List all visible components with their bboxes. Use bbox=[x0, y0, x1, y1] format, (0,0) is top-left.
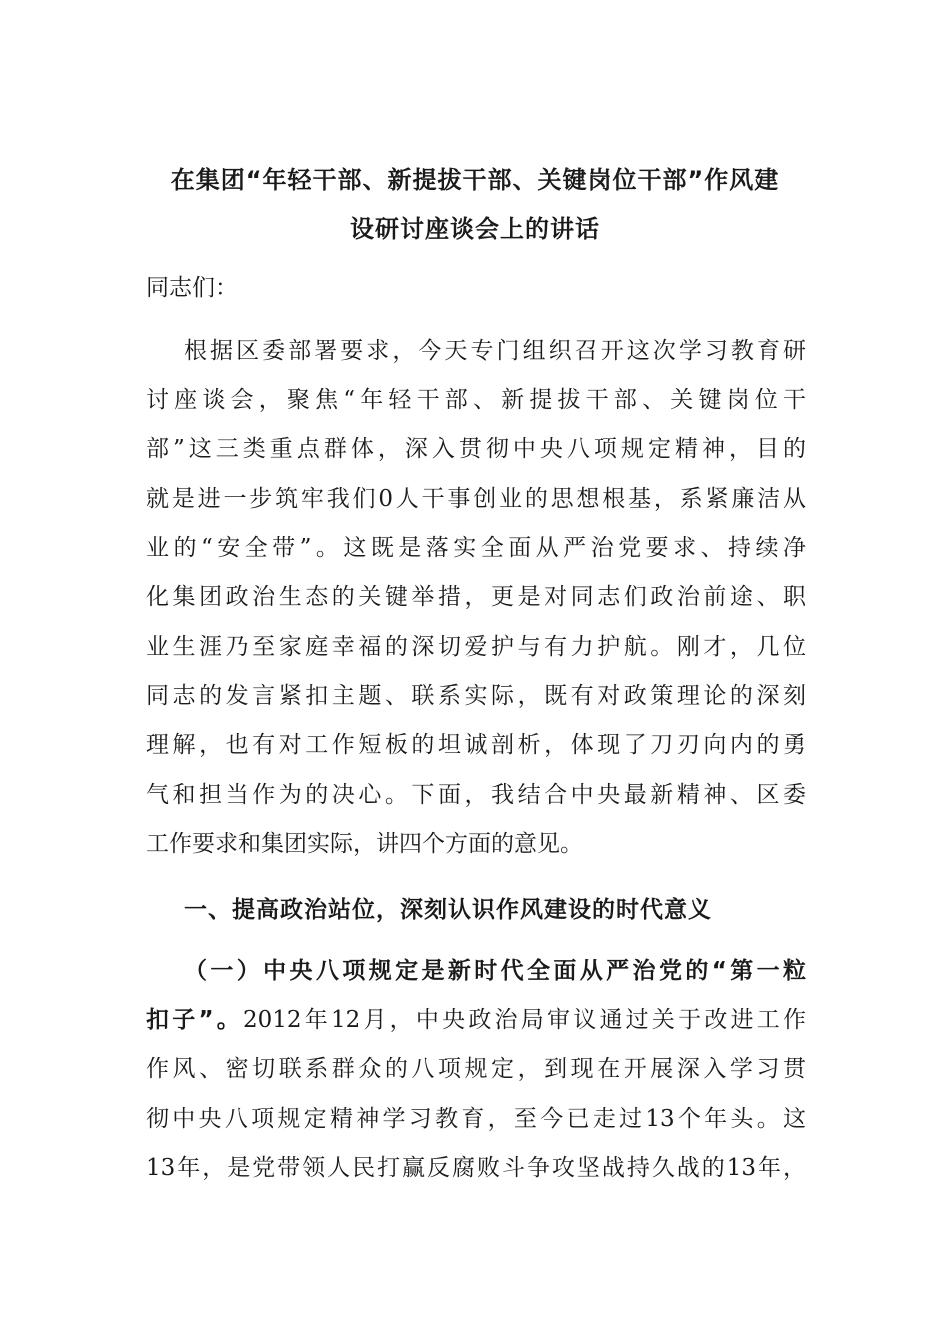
paragraph-line: 同志的发言紧扣主题、联系实际，既有对政策理论的深刻 bbox=[146, 683, 806, 709]
paragraph-line: 化集团政治生态的关键举措，更是对同志们政治前途、职 bbox=[146, 584, 806, 610]
paragraph-line: 根据区委部署要求，今天专门组织召开这次学习教育研 bbox=[184, 338, 806, 364]
paragraph-line: 部”这三类重点群体，深入贯彻中央八项规定精神，目的 bbox=[146, 436, 806, 462]
paragraph-line: 讨座谈会，聚焦“年轻干部、新提拔干部、关键岗位干 bbox=[146, 387, 806, 413]
subsection-heading-1: （一）中央八项规定是新时代全面从严治党的“第一粒 bbox=[184, 958, 806, 984]
paragraph-text: 2012年12月，中央政治局审议通过关于改进工作 bbox=[243, 1007, 806, 1033]
document-title-line-1: 在集团“年轻干部、新提拔干部、关键岗位干部”作风建 bbox=[170, 166, 780, 194]
paragraph-line: 就是进一步筑牢我们0人干事创业的思想根基，系紧廉洁从 bbox=[146, 486, 806, 512]
paragraph-line: 13年，是党带领人民打赢反腐败斗争攻坚战持久战的13年， bbox=[146, 1155, 806, 1181]
paragraph-line: 气和担当作为的决心。下面，我结合中央最新精神、区委 bbox=[146, 782, 806, 808]
paragraph-line: 工作要求和集团实际，讲四个方面的意见。 bbox=[146, 831, 583, 857]
paragraph-line: 业生涯乃至家庭幸福的深切爱护与有力护航。刚才，几位 bbox=[146, 634, 806, 660]
subsection-heading-1-end: 扣子”。 bbox=[146, 1007, 243, 1033]
paragraph-line: 彻中央八项规定精神学习教育，至今已走过13个年头。这 bbox=[146, 1106, 806, 1132]
paragraph-line: 作风、密切联系群众的八项规定，到现在开展深入学习贯 bbox=[146, 1056, 806, 1082]
paragraph-line: 理解，也有对工作短板的坦诚剖析，体现了刀刃向内的勇 bbox=[146, 732, 806, 758]
salutation: 同志们： bbox=[146, 275, 238, 301]
document-title-line-2: 设研讨座谈会上的讲话 bbox=[350, 215, 600, 243]
paragraph-line-mixed bbox=[146, 1003, 806, 1037]
paragraph-line: 业的“安全带”。这既是落实全面从严治党要求、持续净 bbox=[146, 535, 806, 561]
section-heading-1: 一、提高政治站位，深刻认识作风建设的时代意义 bbox=[184, 897, 712, 923]
